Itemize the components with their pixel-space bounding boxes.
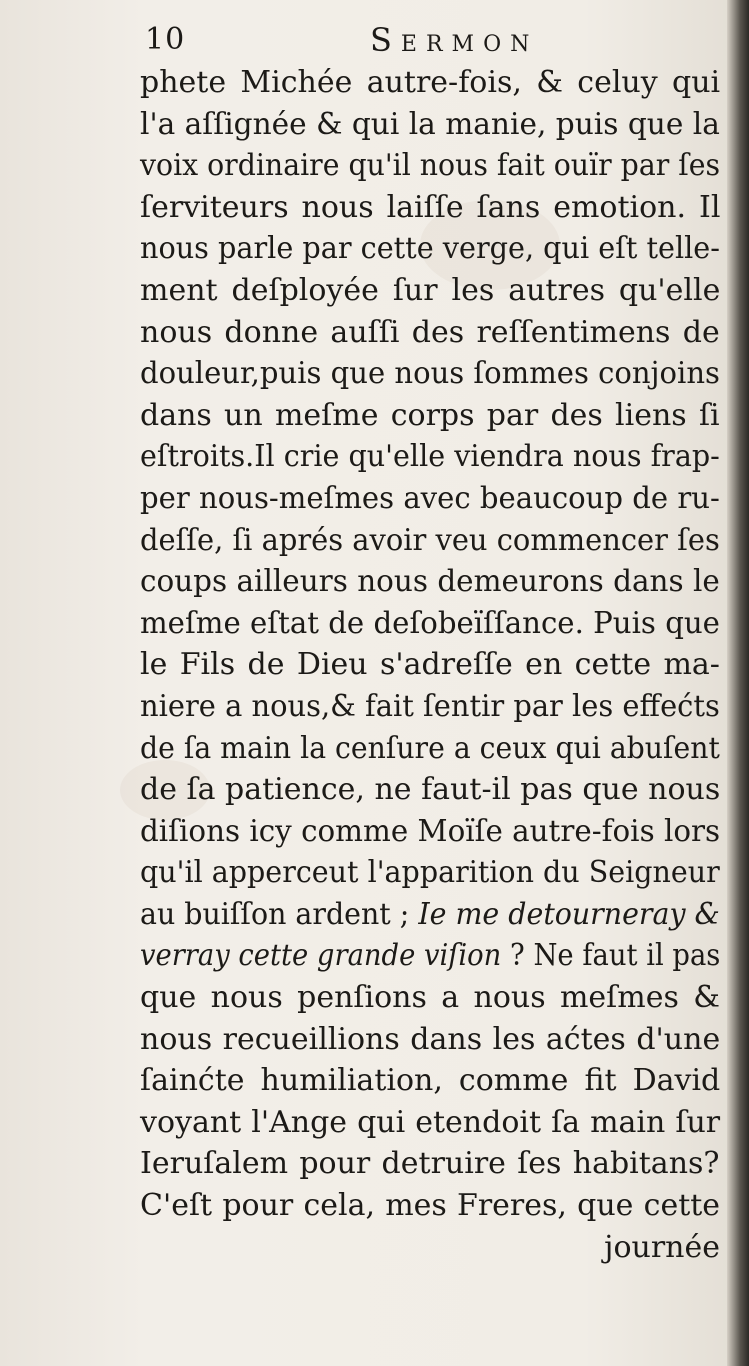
text-line <box>140 894 720 936</box>
text-line <box>140 270 720 312</box>
text-line <box>140 228 720 270</box>
text-line <box>140 62 720 104</box>
text-segment: phete Michée autre-fois, & celuy qui <box>140 65 721 100</box>
text-segment: journée <box>604 1229 720 1265</box>
text-segment: deſſe, ſi aprés avoir veu commencer ſes <box>140 522 720 558</box>
text-segment: le Fils de Dieu s'adreſſe en cette ma- <box>140 647 720 683</box>
text-line <box>140 145 720 187</box>
running-head: Sermon <box>370 21 539 59</box>
text-line <box>140 935 720 977</box>
text-line <box>140 603 720 645</box>
text-segment: voyant l'Ange qui etendoit ſa main ſur <box>140 1104 721 1140</box>
text-segment: de ſa patience, ne faut-il pas que nous <box>140 772 721 808</box>
text-line <box>140 187 720 229</box>
text-segment: douleur,puis que nous ſommes conjoins <box>140 356 720 392</box>
text-line <box>140 769 720 811</box>
text-line <box>140 1185 720 1227</box>
text-line <box>140 1102 720 1144</box>
text-segment: au buiſſon ardent ; <box>140 896 419 932</box>
text-line <box>140 561 720 603</box>
page-number: 10 <box>145 22 186 57</box>
page-header <box>145 20 725 60</box>
text-line <box>140 977 720 1019</box>
text-segment: nous recueillions dans les aćtes d'une <box>140 1021 721 1057</box>
text-segment: que nous penſions a nous meſmes & <box>140 980 720 1016</box>
text-line <box>140 728 720 770</box>
text-segment: voix ordinaire qu'il nous fait ouïr par ſes <box>140 148 721 184</box>
text-segment: ſainćte humiliation, comme fit David <box>140 1063 721 1099</box>
text-segment: coups ailleurs nous demeurons dans le <box>140 564 720 600</box>
text-segment: eſtroits.Il crie qu'elle viendra nous frap- <box>140 439 720 475</box>
text-line <box>140 852 720 894</box>
italic-quote-segment: verray cette grande viſion <box>140 938 502 974</box>
body-text <box>140 62 720 1268</box>
text-segment: nous parle par cette verge, qui eſt telle- <box>140 231 720 267</box>
text-segment: dans un meſme corps par des liens ſi <box>140 397 720 433</box>
text-segment: per nous-meſmes avec beaucoup de ru- <box>140 480 720 516</box>
text-line <box>140 811 720 853</box>
text-line <box>140 1227 720 1269</box>
text-segment: l'a aſſignée & qui la manie, puis que la <box>140 106 720 142</box>
text-segment: qu'il apperceut l'apparition du Seigneur <box>140 855 720 891</box>
book-gutter-shadow <box>727 0 749 1366</box>
text-segment: ſerviteurs nous laiſſe ſans emotion. Il <box>140 189 721 225</box>
text-segment: niere a nous,& fait ſentir par les effećts <box>140 688 720 724</box>
text-line <box>140 1019 720 1061</box>
text-line <box>140 395 720 437</box>
text-segment: diſions icy comme Moïſe autre-fois lors <box>140 813 721 849</box>
text-line <box>140 1060 720 1102</box>
text-line <box>140 520 720 562</box>
text-line <box>140 1143 720 1185</box>
italic-quote-segment: Ie me detourneray & <box>418 896 720 932</box>
text-segment: ? Ne faut il pas <box>501 938 721 974</box>
text-line <box>140 312 720 354</box>
text-segment: de ſa main la cenſure a ceux qui abuſent <box>140 730 720 766</box>
text-segment: nous donne auſſi des reſſentimens de <box>140 314 720 350</box>
text-segment: Ieruſalem pour detruire ſes habitans? <box>140 1146 720 1182</box>
text-segment: meſme eſtat de deſobeïſſance. Puis que <box>140 605 720 641</box>
text-segment: C'eſt pour cela, mes Freres, que cette <box>140 1188 721 1224</box>
text-line <box>140 478 720 520</box>
text-line <box>140 104 720 146</box>
text-line <box>140 353 720 395</box>
text-line <box>140 644 720 686</box>
text-line <box>140 686 720 728</box>
text-line <box>140 436 720 478</box>
text-segment: ment deſployée ſur les autres qu'elle <box>140 272 721 308</box>
